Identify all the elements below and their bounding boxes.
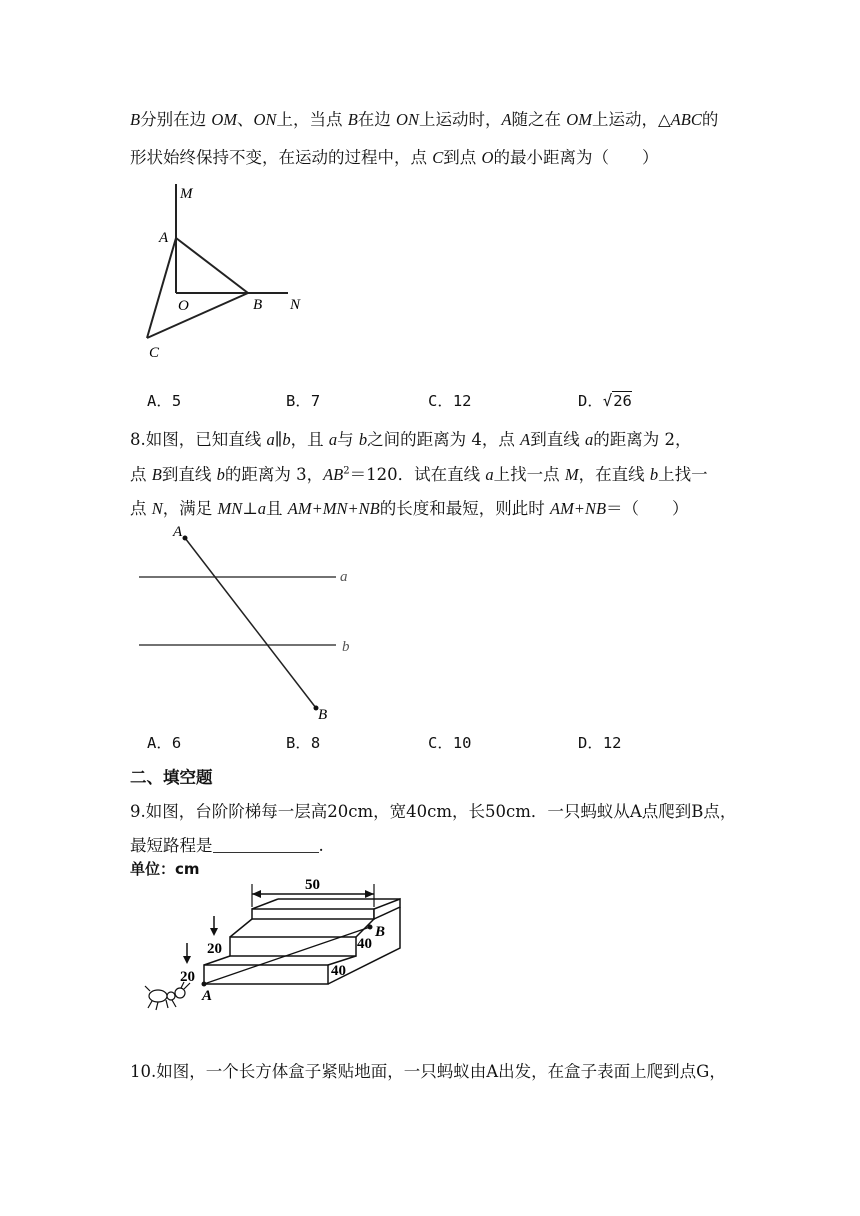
section-title: 二、填空题 [130,768,213,787]
label-C: C [149,345,160,361]
label-A: A [159,230,169,246]
q10-text-line1: 10.如图，一个长方体盒子紧贴地面，一只蚂蚁由A出发，在盒子表面上爬到点G， [130,1062,726,1081]
label-B: B [253,297,263,313]
ant-icon [145,982,190,1010]
q7-figure [130,176,330,366]
sqrt-radicand: 26 [613,392,632,410]
label-N: N [290,297,301,313]
label-O: O [178,298,189,314]
label-h2: 20 [180,969,195,985]
label-b: b [342,639,350,655]
label-h1: 20 [207,941,222,957]
q9-text-line2: 最短路程是 . [130,836,324,855]
q8-text-line1: 8.如图，已知直线 a∥b，且 a与 b之间的距离为 4，点 A到直线 a的距离为 2， [130,430,692,449]
q8-option-b[interactable]: B．8 [286,734,321,752]
label-w1: 40 [357,936,372,952]
q7-option-c[interactable]: C．12 [428,392,472,410]
label-M: M [180,186,193,202]
q7-option-a[interactable]: A．5 [147,392,182,410]
q8-text-line3: 点 N，满足 MN⊥a且 AM+MN+NB的长度和最短，则此时 AM+NB＝（ ） [130,499,689,518]
q9-stairs-figure [130,870,420,1020]
label-length: 50 [305,877,320,893]
q7-option-b[interactable]: B．7 [286,392,321,410]
label-a: a [340,569,348,585]
label-B: B [318,707,328,723]
answer-blank[interactable] [213,836,319,854]
label-A: A [202,988,213,1004]
q7-text-line2: 形状始终保持不变，在运动的过程中，点 C到点 O的最小距离为（ ） [130,148,659,167]
unit-label: 单位：cm [130,860,200,878]
label-A: A [173,524,183,540]
q8-option-c[interactable]: C．10 [428,734,472,752]
q8-text-line2: 点 B到直线 b的距离为 3，$AB^2=120$．试在直线 a上找一点 M，在直线 b上找一 [130,465,708,484]
q8-option-a[interactable]: A．6 [147,734,182,752]
q8-option-d[interactable]: D．12 [578,734,622,752]
q7-option-d[interactable]: D．√26 [578,392,632,410]
label-B: B [375,924,386,940]
q8-figure [130,518,370,728]
q7-text-line1: B分别在边 OM、ON上，当点 B在边 ON上运动时，A随之在 OM上运动，△ABC的 [130,110,719,129]
label-w2: 40 [331,963,346,979]
q9-text-line1: 9.如图，台阶阶梯每一层高20cm，宽40cm，长50cm．一只蚂蚁从A点爬到B点， [130,802,737,821]
